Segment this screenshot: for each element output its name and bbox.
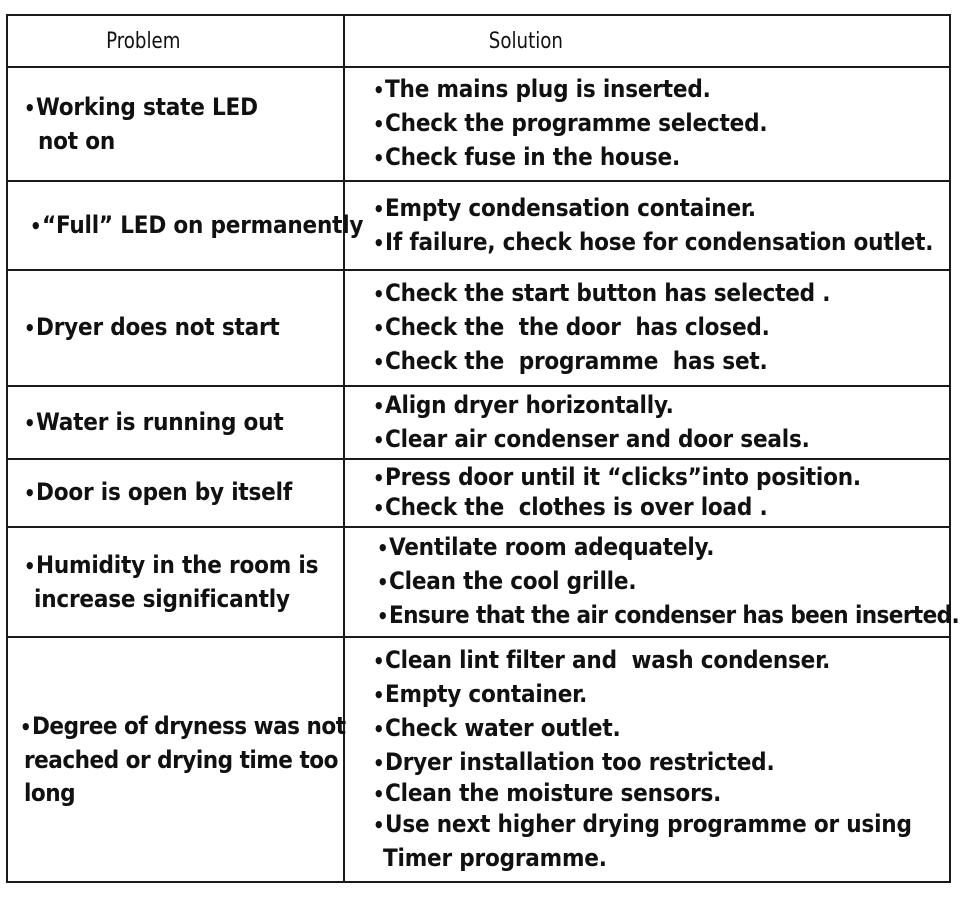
solution-cell bbox=[344, 527, 960, 637]
solution-line: •Align dryer horizontally. bbox=[373, 389, 949, 423]
bullet: • bbox=[373, 196, 385, 221]
problem-line: •“Full” LED on permanently bbox=[30, 209, 343, 243]
problem-line: long bbox=[24, 778, 76, 807]
solution-line: •Empty condensation container. bbox=[373, 192, 949, 226]
solution-line: •Use next higher drying programme or using bbox=[373, 808, 949, 842]
solution-cell bbox=[344, 181, 950, 270]
problem-line: •Door is open by itself bbox=[24, 476, 343, 510]
bullet: • bbox=[377, 570, 389, 594]
bullet: • bbox=[373, 717, 385, 741]
bullet: • bbox=[373, 782, 385, 806]
bullet: • bbox=[373, 683, 385, 707]
bullet: • bbox=[377, 536, 389, 560]
solution-line: •Check the programme selected. bbox=[373, 107, 949, 141]
solution-line: •The mains plug is inserted. bbox=[373, 73, 949, 107]
problem-line: not on bbox=[38, 126, 116, 155]
table-row bbox=[7, 637, 950, 882]
bullet: • bbox=[24, 553, 36, 578]
troubleshooting-table bbox=[6, 14, 960, 883]
problem-cell bbox=[7, 181, 364, 270]
solution-line: •If failure, check hose for condensation outlet. bbox=[373, 226, 949, 260]
solution-cell bbox=[344, 459, 950, 527]
table-row bbox=[7, 386, 950, 459]
bullet: • bbox=[373, 230, 385, 255]
bullet: • bbox=[373, 282, 385, 306]
bullet: • bbox=[24, 410, 36, 435]
bullet: • bbox=[377, 604, 388, 628]
problem-line: •Humidity in the room is bbox=[24, 549, 343, 583]
solution-line: •Check the the door has closed. bbox=[373, 311, 949, 345]
bullet: • bbox=[373, 649, 385, 673]
problem-cell bbox=[7, 67, 344, 181]
solution-cell bbox=[344, 386, 950, 459]
solution-line: •Ensure that the air condenser has been inserted. bbox=[377, 599, 949, 633]
problem-cell bbox=[7, 637, 344, 882]
problem-column-header: Problem bbox=[20, 15, 330, 67]
bullet: • bbox=[373, 316, 385, 340]
problem-line: reached or drying time too bbox=[24, 745, 338, 774]
bullet: • bbox=[373, 813, 385, 837]
table-row bbox=[7, 527, 950, 637]
solution-line: •Check the start button has selected . bbox=[373, 277, 949, 311]
problem-cell bbox=[7, 459, 344, 527]
bullet: • bbox=[373, 350, 385, 374]
solution-cell bbox=[344, 637, 950, 882]
solution-line: •Clean the cool grille. bbox=[377, 565, 949, 599]
problem-line: •Degree of dryness was not bbox=[20, 710, 343, 744]
table-row bbox=[7, 459, 950, 527]
solution-line: •Check fuse in the house. bbox=[373, 141, 949, 175]
solution-line: •Clear air condenser and door seals. bbox=[373, 423, 949, 457]
bullet: • bbox=[24, 95, 36, 120]
bullet: • bbox=[373, 393, 385, 418]
bullet: • bbox=[373, 466, 385, 490]
bullet: • bbox=[373, 496, 385, 520]
bullet: • bbox=[373, 751, 385, 775]
bullet: • bbox=[373, 78, 385, 102]
problem-cell bbox=[7, 386, 344, 459]
header-row bbox=[7, 15, 950, 67]
solution-column-header: Solution bbox=[368, 15, 926, 67]
solution-line: •Clean the moisture sensors. bbox=[373, 779, 722, 807]
solution-line: Timer programme. bbox=[383, 844, 607, 872]
table-row bbox=[7, 181, 950, 270]
problem-line: increase significantly bbox=[34, 584, 290, 613]
solution-line: •Clean lint filter and wash condenser. bbox=[373, 644, 949, 678]
solution-line: •Check the clothes is over load . bbox=[373, 493, 768, 521]
solution-cell bbox=[344, 67, 950, 181]
bullet: • bbox=[20, 714, 32, 739]
bullet: • bbox=[373, 146, 385, 170]
bullet: • bbox=[24, 316, 36, 340]
table-row bbox=[7, 270, 950, 386]
bullet: • bbox=[30, 213, 42, 238]
bullet: • bbox=[373, 427, 385, 452]
solution-line: •Check water outlet. bbox=[373, 712, 949, 746]
bullet: • bbox=[24, 481, 36, 505]
table-row bbox=[7, 67, 950, 181]
problem-line: •Working state LED bbox=[24, 91, 343, 125]
solution-cell bbox=[344, 270, 950, 386]
solution-line: •Dryer installation too restricted. bbox=[373, 746, 949, 780]
problem-line: •Dryer does not start bbox=[24, 311, 343, 345]
solution-line: •Ventilate room adequately. bbox=[377, 531, 949, 565]
problem-line: •Water is running out bbox=[24, 406, 343, 440]
solution-line: •Check the programme has set. bbox=[373, 345, 949, 379]
solution-line: •Press door until it “clicks”into position. bbox=[373, 463, 861, 491]
bullet: • bbox=[373, 112, 385, 136]
problem-cell bbox=[7, 527, 344, 637]
problem-cell bbox=[7, 270, 344, 386]
solution-line: •Empty container. bbox=[373, 678, 949, 712]
